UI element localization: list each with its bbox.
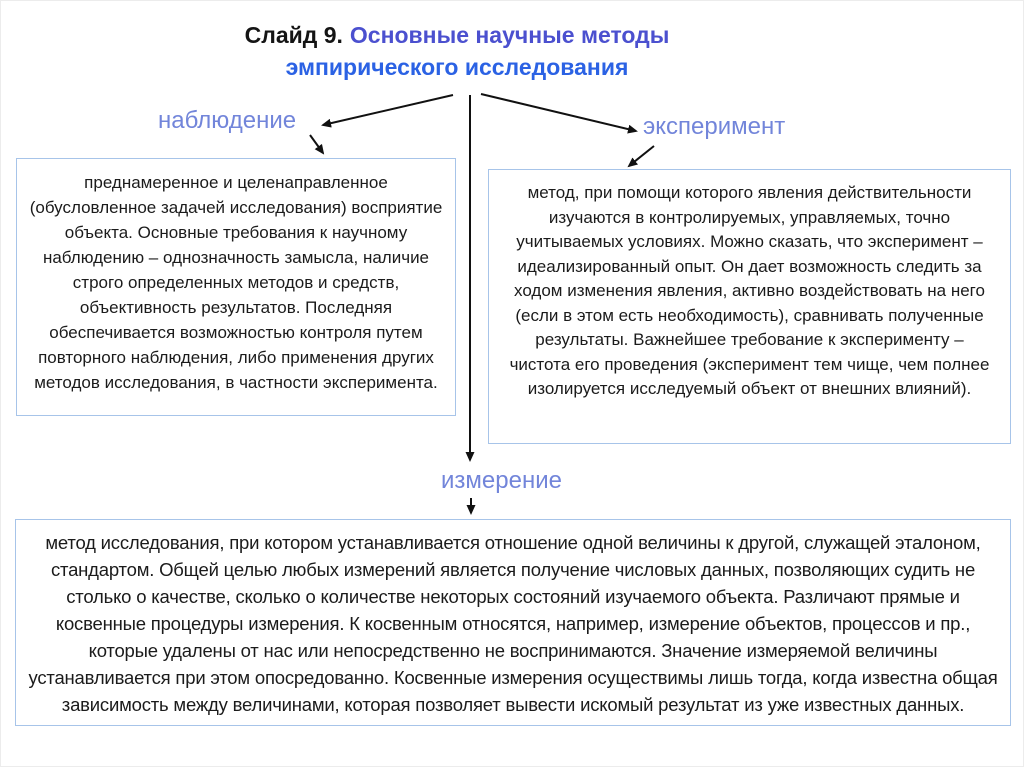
arrow-observation-to-box bbox=[310, 135, 323, 153]
experiment-definition-box bbox=[488, 169, 1011, 444]
arrow-title-to-observation bbox=[323, 95, 453, 125]
measurement-definition-text: метод исследования, при котором устанавливается отношение одной величины к другой, служащей эталоном, стандартом. Общей целью любых измерений является получение числовых данных, позволяющих судить не столько о качестве, сколько о количестве некоторых состояний изучаемого объекта. Различают прямые и косвенные процедуры измерения. К косвенным относятся, например, измерение объектов, процессов и пр., которые удалены от нас или непосредственно не воспринимаются. Значение измеряемой величины устанавливается при этом опосредованно. Косвенные измерения осуществимы лишь тогда, когда известна общая зависимость между величинами, которая позволяет вывести искомый результат из уже известных данных. bbox=[28, 532, 998, 715]
label-measurement: измерение bbox=[441, 467, 562, 494]
label-experiment: эксперимент bbox=[643, 113, 786, 140]
measurement-definition-box bbox=[15, 519, 1011, 726]
experiment-definition-text: метод, при помощи которого явления действительности изучаются в контролируемых, управляемых, точно учитываемых условиях. Можно сказать, что эксперимент – идеализированный опыт. Он дает возможность следить за ходом изменения явления, активно воздействовать на него (если в этом есть необходимость), сравнивать полученные результаты. Важнейшее требование к эксперименту – чистота его проведения (эксперимент тем чище, чем полнее изолируется исследуемый объект от внешних влияний). bbox=[509, 183, 990, 398]
arrow-experiment-to-box bbox=[629, 146, 654, 166]
arrow-title-to-experiment bbox=[481, 94, 636, 131]
observation-definition-text: преднамеренное и целенаправленное (обусловленное задачей исследования) восприятие объекта. Основные требования к научному наблюдению – однозначность замысла, наличие строго определенных методов и средств, объективность результатов. Последняя обеспечивается возможностью контроля путем повторного наблюдения, либо применения других методов исследования, в частности эксперимента. bbox=[29, 173, 443, 392]
label-observation: наблюдение bbox=[158, 107, 297, 134]
slide-title-line1 bbox=[1, 19, 913, 51]
slide-title bbox=[1, 19, 913, 83]
slide-title-line2: эмпирического исследования bbox=[285, 54, 629, 80]
observation-definition-box bbox=[16, 158, 456, 416]
slide-title-text: Основные научные методы bbox=[349, 22, 670, 48]
slide-number: Слайд 9. bbox=[244, 22, 343, 48]
